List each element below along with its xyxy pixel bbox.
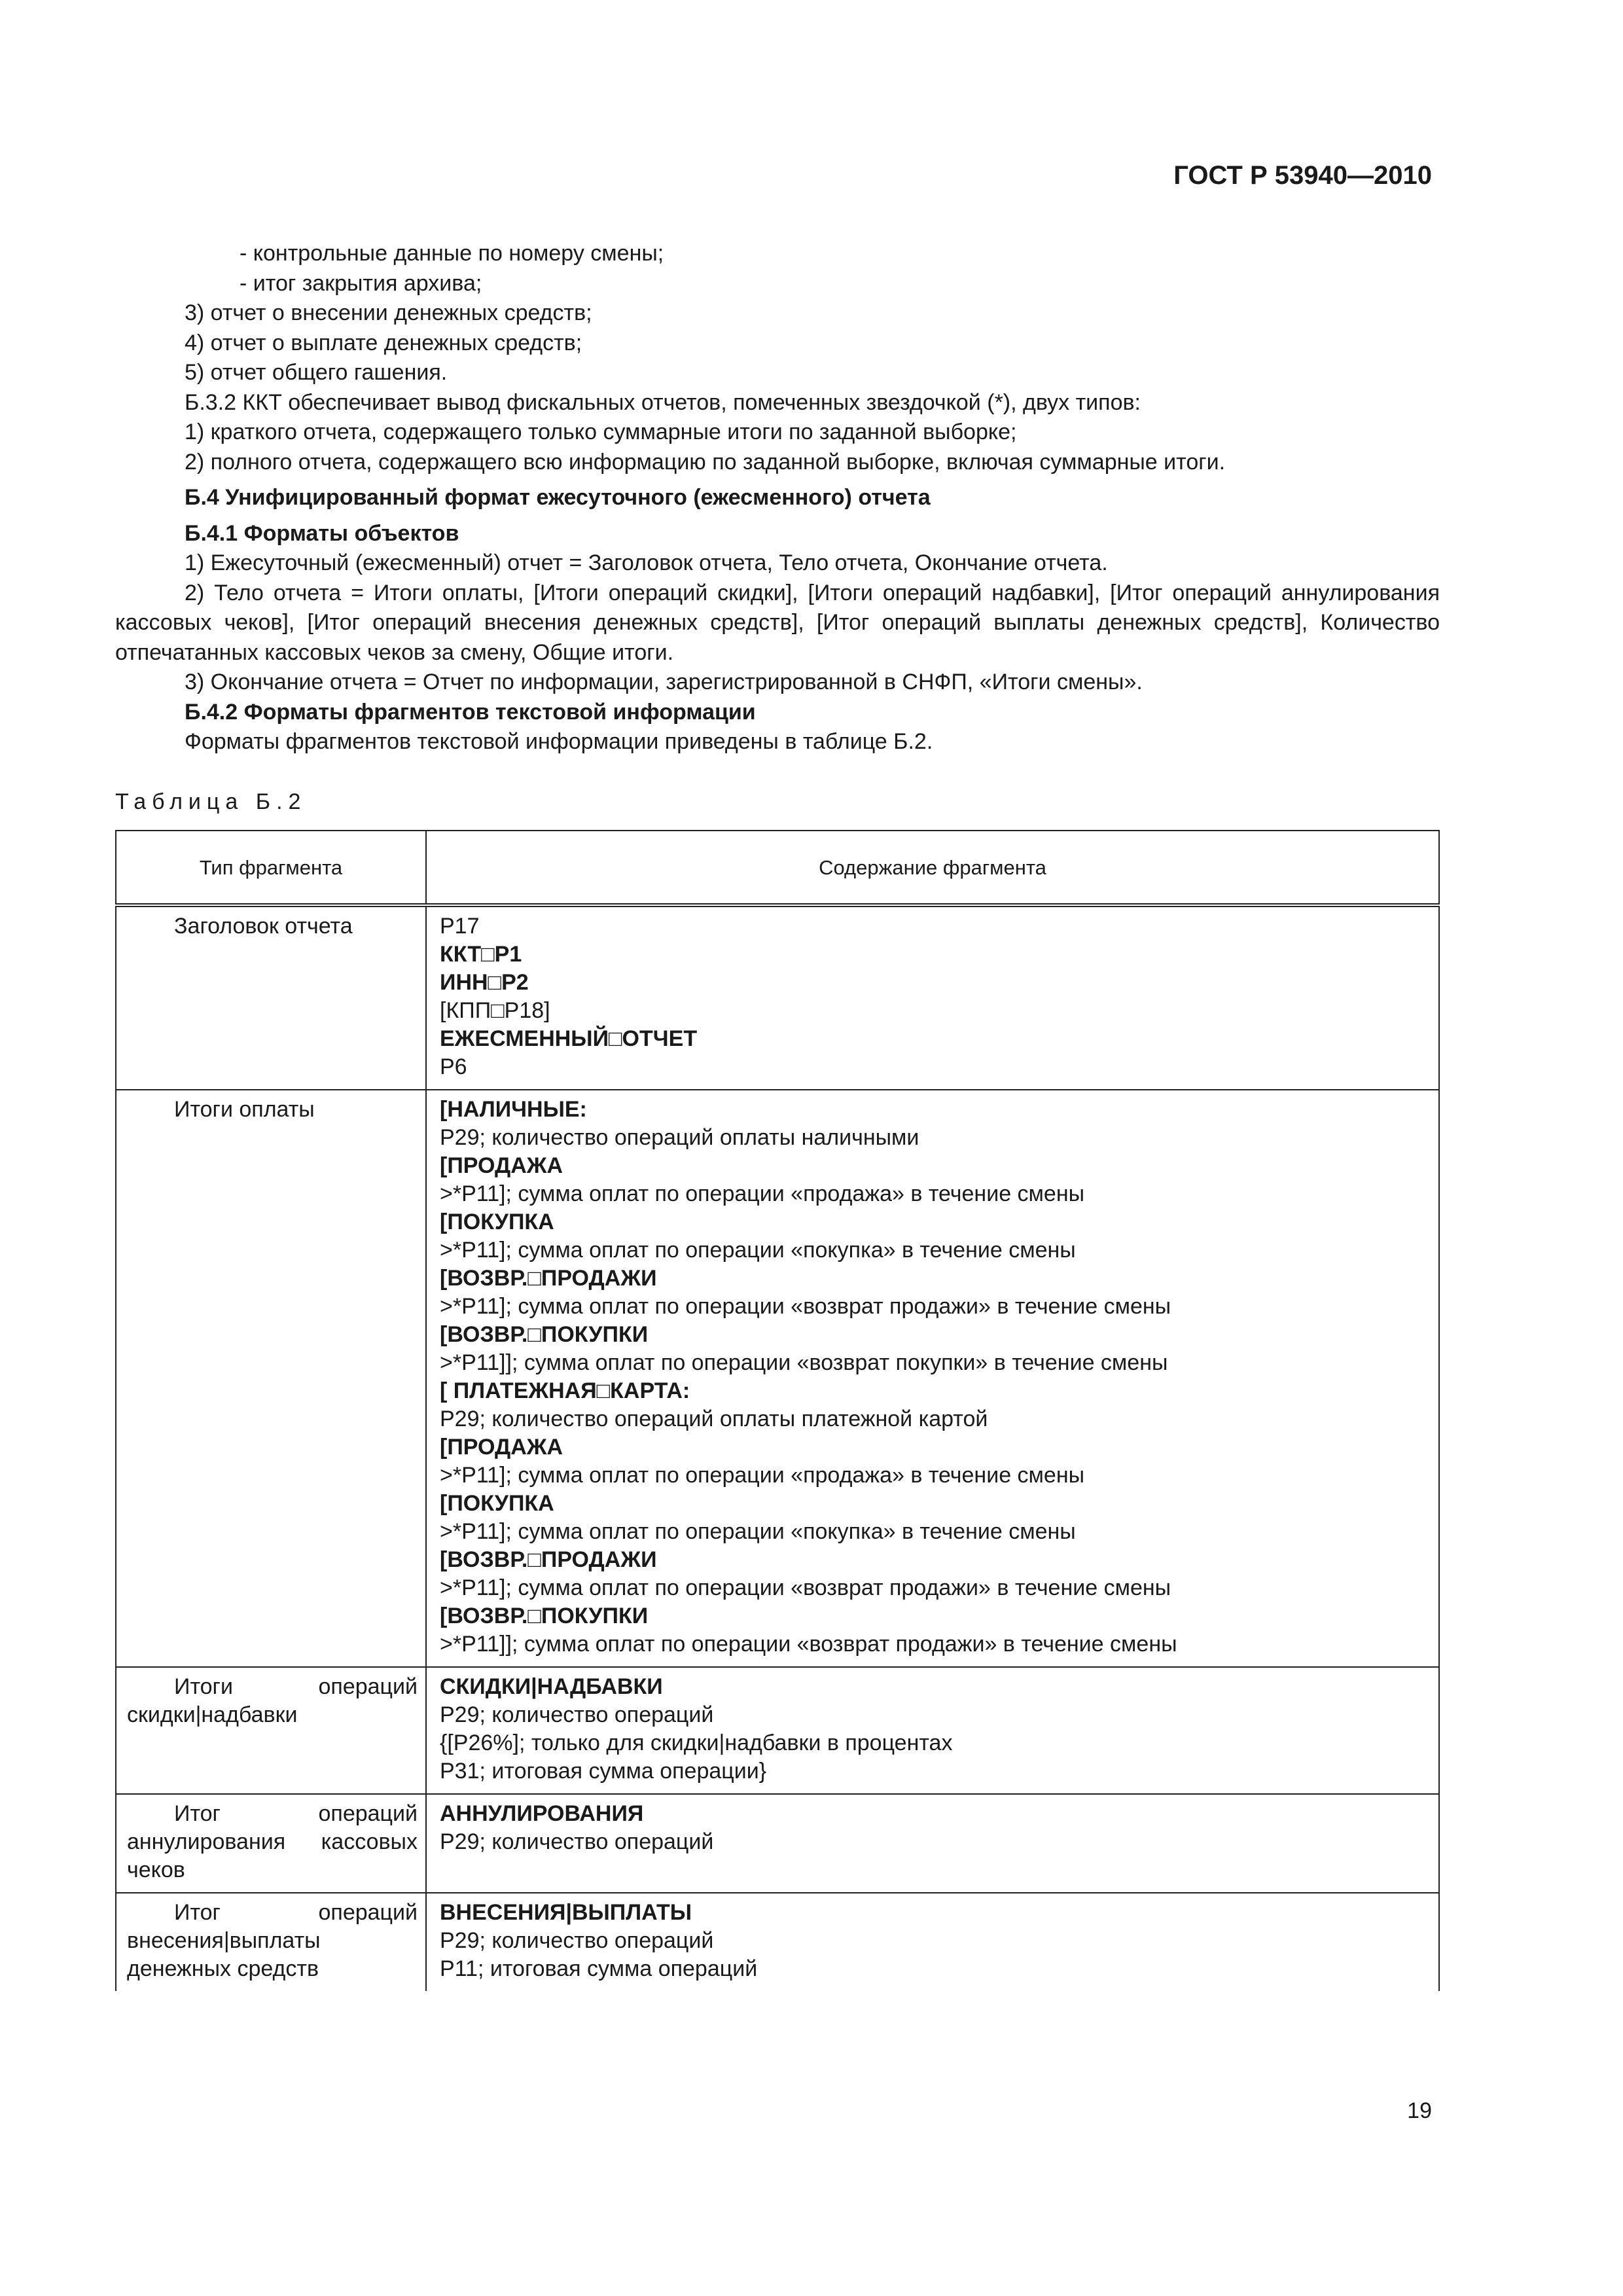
table-row <box>116 905 1439 1090</box>
table-row <box>116 1893 1439 1991</box>
section-heading: Б.4 Унифицированный формат ежесуточного (ежесменного) отчета <box>185 485 931 510</box>
table-row <box>116 1667 1439 1794</box>
content-line: Р11; итоговая сумма операций <box>440 1956 758 1981</box>
content-line: [ ПЛАТЕЖНАЯ□КАРТА: <box>440 1378 690 1403</box>
content-line: >*Р11]; сумма оплат по операции «возврат продажи» в течение смены <box>440 1575 1171 1600</box>
fragment-type-cell: Итоги оплаты <box>116 1090 426 1667</box>
content-line: [ВОЗВР.□ПРОДАЖИ <box>440 1547 657 1572</box>
fragment-content-cell <box>426 1667 1439 1794</box>
content-line: [ПОКУПКА <box>440 1491 554 1516</box>
subsection-heading: Б.4.1 Форматы объектов <box>185 520 459 546</box>
content-line: >*Р11]]; сумма оплат по операции «возврат покупки» в течение смены <box>440 1350 1168 1375</box>
subsection-heading: Б.4.2 Форматы фрагментов текстовой информации <box>185 699 756 725</box>
body-text <box>115 239 1440 757</box>
content-line: >*Р11]; сумма оплат по операции «покупка» в течение смены <box>440 1519 1076 1544</box>
content-line: [ВОЗВР.□ПОКУПКИ <box>440 1322 649 1347</box>
column-header: Содержание фрагмента <box>426 831 1439 905</box>
content-line: >*Р11]]; сумма оплат по операции «возврат продажи» в течение смены <box>440 1632 1177 1657</box>
content-line: [ПОКУПКА <box>440 1210 554 1234</box>
document-header: ГОСТ Р 53940—2010 <box>1173 161 1432 190</box>
content-line: [НАЛИЧНЫЕ: <box>440 1097 587 1122</box>
fragment-content-cell <box>426 905 1439 1090</box>
list-item: 3) отчет о внесении денежных средств; <box>185 300 592 325</box>
fragment-content-cell <box>426 1794 1439 1893</box>
fragment-type-cell: Итог операций аннулирования кассовых чеков <box>116 1794 426 1893</box>
content-line: >*Р11]; сумма оплат по операции «возврат продажи» в течение смены <box>440 1294 1171 1319</box>
content-line: ККТ□Р1 <box>440 942 522 967</box>
content-line: ИНН□Р2 <box>440 970 529 995</box>
fragment-type-cell: Итог операций внесения|выплаты денежных средств <box>116 1893 426 1991</box>
list-item: 2) Тело отчета = Итоги оплаты, [Итоги операций скидки], [Итоги операций надбавки], [Итог операций аннулирования кассовых чеков], [Итог операций внесения денежных средств], [Итог операций выплаты денежных средств], Количество отпечатанных кассовых чеков за смену, Общие итоги. <box>115 580 1440 665</box>
content-line: Р29; количество операций оплаты платежной картой <box>440 1407 988 1431</box>
fragment-type-cell: Итоги операций скидки|надбавки <box>116 1667 426 1794</box>
list-item: 4) отчет о выплате денежных средств; <box>185 330 582 355</box>
content-line: >*Р11]; сумма оплат по операции «покупка» в течение смены <box>440 1238 1076 1263</box>
content-line: Р17 <box>440 914 480 939</box>
content-line: АННУЛИРОВАНИЯ <box>440 1801 644 1826</box>
content-line: {[Р26%]; только для скидки|надбавки в процентах <box>440 1731 953 1755</box>
list-item: - итог закрытия архива; <box>240 270 482 296</box>
list-item: 5) отчет общего гашения. <box>185 360 448 385</box>
paragraph: Форматы фрагментов текстовой информации приведены в таблице Б.2. <box>185 729 933 754</box>
content-line: Р29; количество операций <box>440 1829 714 1854</box>
list-item: 2) полного отчета, содержащего всю информацию по заданной выборке, включая суммарные итоги. <box>185 449 1226 475</box>
fragment-table <box>115 830 1440 1991</box>
table-label: Таблица Б.2 <box>115 789 307 814</box>
table-header-row <box>116 831 1439 905</box>
page-number: 19 <box>1407 2098 1432 2123</box>
fragment-content-cell <box>426 1090 1439 1667</box>
content-line: Р6 <box>440 1054 467 1079</box>
content-line: [ВОЗВР.□ПОКУПКИ <box>440 1604 649 1628</box>
list-item: 1) Ежесуточный (ежесменный) отчет = Заголовок отчета, Тело отчета, Окончание отчета. <box>185 550 1108 575</box>
content-line: [ПРОДАЖА <box>440 1435 563 1460</box>
content-line: [ПРОДАЖА <box>440 1153 563 1178</box>
content-line: СКИДКИ|НАДБАВКИ <box>440 1674 663 1699</box>
table-row <box>116 1794 1439 1893</box>
content-line: >*Р11]; сумма оплат по операции «продажа» в течение смены <box>440 1463 1085 1488</box>
content-line: Р29; количество операций <box>440 1928 714 1953</box>
paragraph: Б.3.2 ККТ обеспечивает вывод фискальных отчетов, помеченных звездочкой (*), двух типов: <box>185 389 1141 415</box>
fragment-type-cell: Заголовок отчета <box>116 905 426 1090</box>
content-line: ВНЕСЕНИЯ|ВЫПЛАТЫ <box>440 1900 692 1925</box>
column-header: Тип фрагмента <box>116 831 426 905</box>
content-line: >*Р11]; сумма оплат по операции «продажа» в течение смены <box>440 1181 1085 1206</box>
list-item: - контрольные данные по номеру смены; <box>240 241 664 266</box>
list-item: 1) краткого отчета, содержащего только суммарные итоги по заданной выборке; <box>185 420 1017 444</box>
content-line: Р29; количество операций <box>440 1702 714 1727</box>
table-row <box>116 1090 1439 1667</box>
content-line: [ВОЗВР.□ПРОДАЖИ <box>440 1266 657 1291</box>
content-line: Р31; итоговая сумма операции} <box>440 1759 767 1784</box>
content-line: [КПП□Р18] <box>440 998 550 1023</box>
fragment-content-cell <box>426 1893 1439 1991</box>
content-line: Р29; количество операций оплаты наличными <box>440 1125 919 1150</box>
list-item: 3) Окончание отчета = Отчет по информации, зарегистрированной в СНФП, «Итоги смены». <box>185 670 1143 694</box>
content-line: ЕЖЕСМЕННЫЙ□ОТЧЕТ <box>440 1026 698 1051</box>
